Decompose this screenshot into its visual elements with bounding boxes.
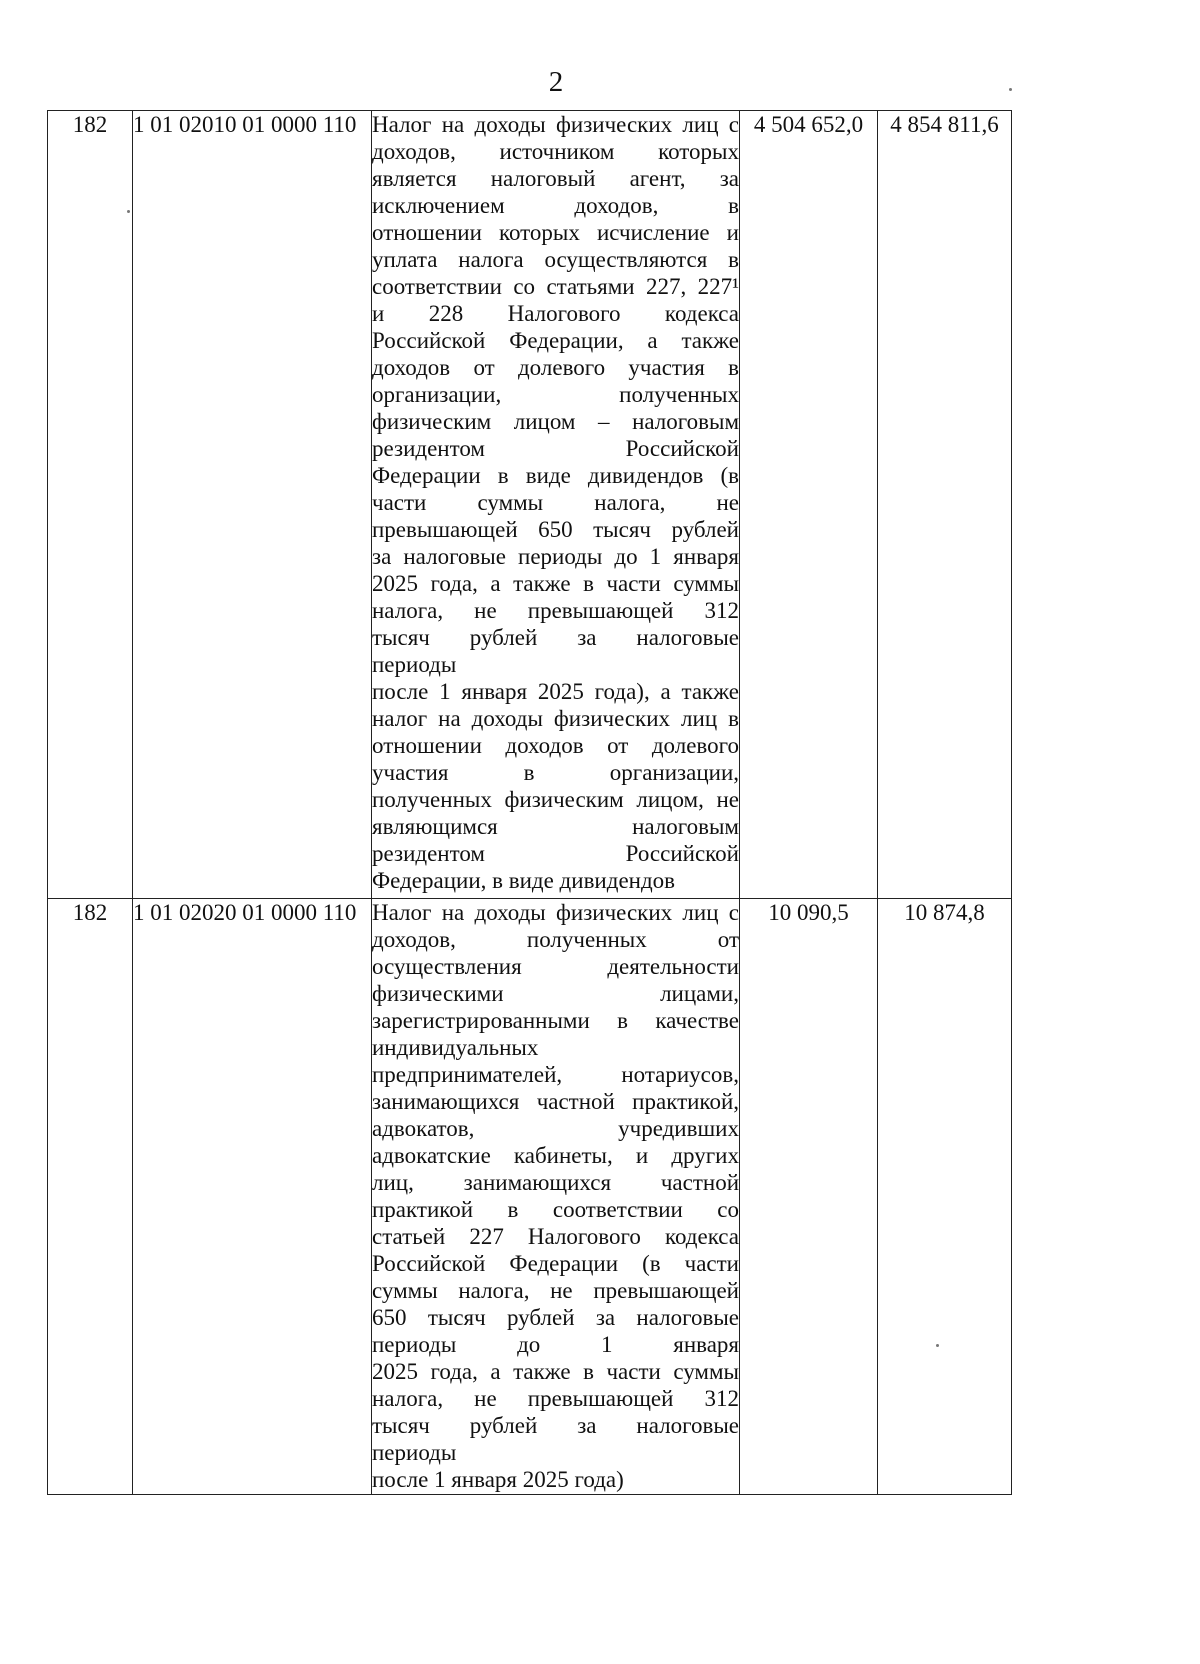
revenue-name-line: Российской Федерации, а также bbox=[372, 328, 739, 353]
revenue-name-line: полученных физическим лицом, не bbox=[372, 787, 739, 812]
scan-speck bbox=[936, 1344, 939, 1347]
revenue-name-line: зарегистрированными в качестве bbox=[372, 1008, 739, 1033]
revenue-name-line: за налоговые периоды до 1 января bbox=[372, 544, 739, 569]
revenue-name-line: налога, не превышающей 312 bbox=[372, 598, 739, 623]
revenue-name-line: Федерации, в виде дивидендов bbox=[372, 868, 676, 893]
table-row bbox=[48, 899, 1012, 1495]
revenue-name-line: предпринимателей, нотариусов, bbox=[372, 1062, 739, 1087]
revenue-name-line: Налог на доходы физических лиц с bbox=[372, 900, 739, 925]
revenue-name-line: организации, полученных bbox=[372, 382, 739, 407]
revenue-name-line: адвокатов, учредивших bbox=[372, 1116, 739, 1141]
value-year-1-cell: 4 504 652,0 bbox=[740, 111, 878, 899]
admin-code-cell: 182 bbox=[48, 111, 133, 899]
value-year-1-cell: 10 090,5 bbox=[740, 899, 878, 1495]
revenue-name-line: тысяч рублей за налоговые bbox=[372, 625, 739, 650]
revenue-name-line: превышающей 650 тысяч рублей bbox=[372, 517, 739, 542]
value-year-2-cell: 10 874,8 bbox=[878, 899, 1012, 1495]
revenue-name-line: суммы налога, не превышающей bbox=[372, 1278, 739, 1303]
revenue-name-line: занимающихся частной практикой, bbox=[372, 1089, 739, 1114]
value-year-2-cell: 4 854 811,6 bbox=[878, 111, 1012, 899]
revenue-name-line: осуществления деятельности bbox=[372, 954, 739, 979]
revenue-name-line: Российской Федерации (в части bbox=[372, 1251, 739, 1276]
revenue-name-cell bbox=[372, 111, 740, 899]
revenue-name-line: 650 тысяч рублей за налоговые bbox=[372, 1305, 739, 1330]
revenue-name-line: резидентом Российской bbox=[372, 841, 739, 866]
revenue-name-line: налог на доходы физических лиц в bbox=[372, 706, 739, 731]
revenue-name-line: статьей 227 Налогового кодекса bbox=[372, 1224, 739, 1249]
revenue-name-line: периоды до 1 января bbox=[372, 1332, 739, 1357]
revenue-name-line: участия в организации, bbox=[372, 760, 739, 785]
revenue-name-line: соответствии со статьями 227, 227¹ bbox=[372, 274, 739, 299]
revenue-name-line: доходов, источником которых bbox=[372, 139, 739, 164]
revenue-name-line: доходов от долевого участия в bbox=[372, 355, 739, 380]
revenue-name-line: налога, не превышающей 312 bbox=[372, 1386, 739, 1411]
revenue-name-line: физическими лицами, bbox=[372, 981, 739, 1006]
revenue-name-line: Федерации в виде дивидендов (в bbox=[372, 463, 739, 488]
revenue-name-line: физическим лицом – налоговым bbox=[372, 409, 739, 434]
revenue-name-line: доходов, полученных от bbox=[372, 927, 739, 952]
revenue-name-line: лиц, занимающихся частной bbox=[372, 1170, 739, 1195]
admin-code-cell: 182 bbox=[48, 899, 133, 1495]
revenue-name-line: тысяч рублей за налоговые bbox=[372, 1413, 739, 1438]
revenue-name-line: адвокатские кабинеты, и других bbox=[372, 1143, 739, 1168]
revenue-name-line: уплата налога осуществляются в bbox=[372, 247, 739, 272]
revenue-name-cell bbox=[372, 899, 740, 1495]
revenue-name-line: после 1 января 2025 года) bbox=[372, 1467, 624, 1492]
page-number: 2 bbox=[548, 66, 564, 98]
kbk-code-cell: 1 01 02010 01 0000 110 bbox=[133, 111, 372, 899]
revenue-table bbox=[47, 110, 1012, 1495]
revenue-name-line: резидентом Российской bbox=[372, 436, 739, 461]
revenue-name-line: являющимся налоговым bbox=[372, 814, 739, 839]
revenue-name-line: исключением доходов, в bbox=[372, 193, 739, 218]
kbk-code-cell: 1 01 02020 01 0000 110 bbox=[133, 899, 372, 1495]
revenue-name-line: Налог на доходы физических лиц с bbox=[372, 112, 739, 137]
revenue-name-line: отношении которых исчисление и bbox=[372, 220, 739, 245]
revenue-name-line: периоды bbox=[372, 652, 457, 677]
scan-speck bbox=[127, 210, 130, 213]
revenue-name-line: практикой в соответствии со bbox=[372, 1197, 739, 1222]
revenue-name-line: отношении доходов от долевого bbox=[372, 733, 739, 758]
revenue-name-line: 2025 года, а также в части суммы bbox=[372, 571, 739, 596]
revenue-name-line: индивидуальных bbox=[372, 1035, 539, 1060]
scan-speck bbox=[1009, 88, 1012, 91]
revenue-name-line: 2025 года, а также в части суммы bbox=[372, 1359, 739, 1384]
revenue-name-line: периоды bbox=[372, 1440, 457, 1465]
table-row bbox=[48, 111, 1012, 899]
revenue-name-line: является налоговый агент, за bbox=[372, 166, 739, 191]
revenue-name-line: части суммы налога, не bbox=[372, 490, 739, 515]
revenue-name-line: после 1 января 2025 года), а также bbox=[372, 679, 739, 704]
revenue-name-line: и 228 Налогового кодекса bbox=[372, 301, 739, 326]
